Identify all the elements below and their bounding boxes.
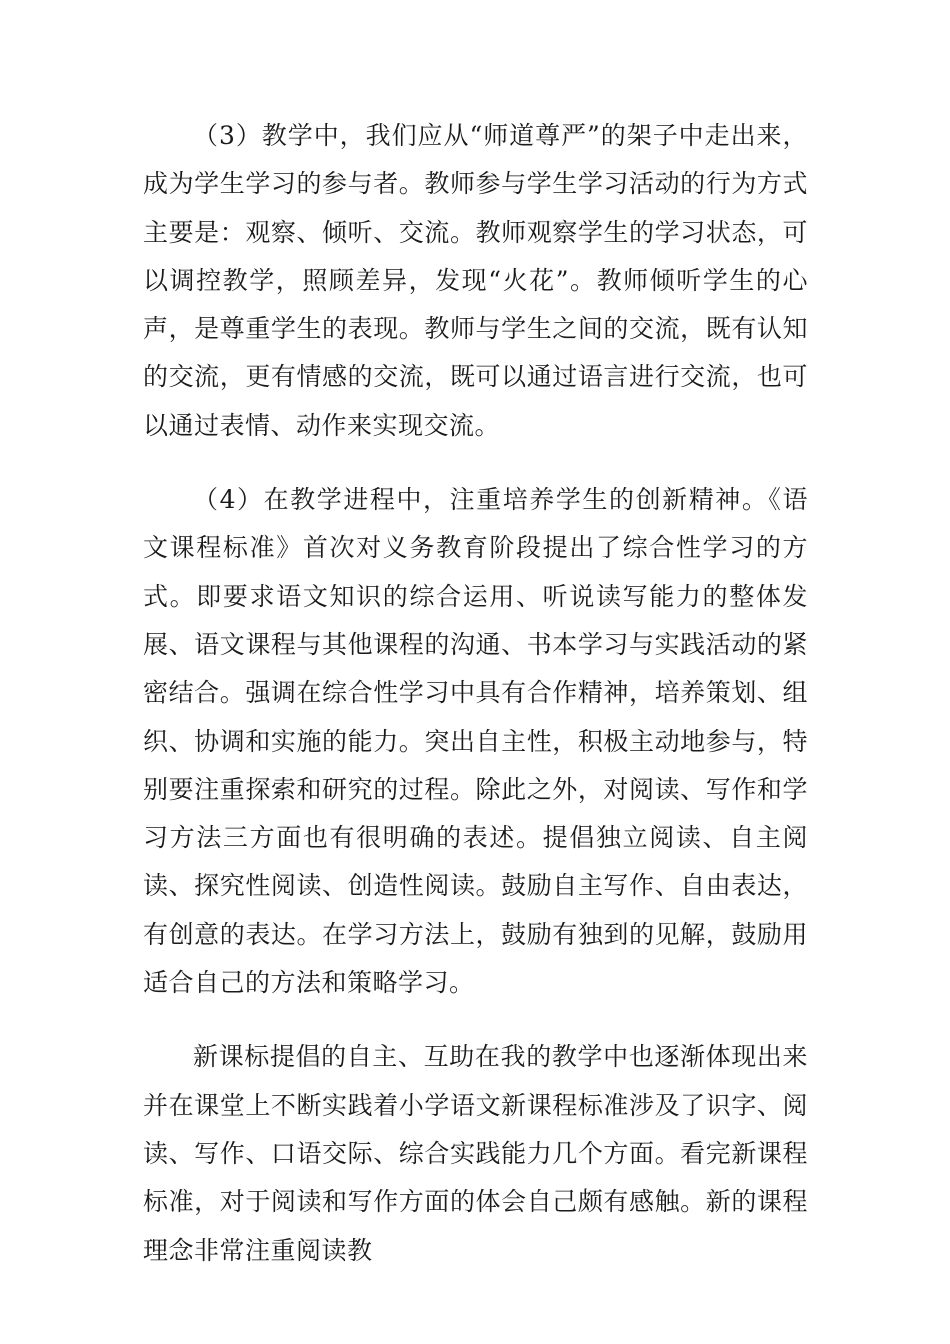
paragraph-new-curriculum: 新课标提倡的自主、互助在我的教学中也逐渐体现出来并在课堂上不断实践着小学语文新课程标准涉及了识字、阅读、写作、口语交际、综合实践能力几个方面。看完新课程标准，对于阅读和写作方面的体会自己颇有感触。新的课程理念非常注重阅读教 xyxy=(143,1042,808,1265)
document-body xyxy=(143,112,808,1275)
paragraph-3: （3）教学中，我们应从“师道尊严”的架子中走出来，成为学生学习的参与者。教师参与学生学习活动的行为方式主要是：观察、倾听、交流。教师观察学生的学习状态，可以调控教学，照顾差异，发现“火花”。教师倾听学生的心声，是尊重学生的表现。教师与学生之间的交流，既有认知的交流，更有情感的交流，既可以通过语言进行交流，也可以通过表情、动作来实现交流。 xyxy=(143,121,808,440)
paragraph-4: （4）在教学进程中，注重培养学生的创新精神。《语文课程标准》首次对义务教育阶段提出了综合性学习的方式。即要求语文知识的综合运用、听说读写能力的整体发展、语文课程与其他课程的沟通、书本学习与实践活动的紧密结合。强调在综合性学习中具有合作精神，培养策划、组织、协调和实施的能力。突出自主性，积极主动地参与，特别要注重探索和研究的过程。除此之外，对阅读、写作和学习方法三方面也有很明确的表述。提倡独立阅读、自主阅读、探究性阅读、创造性阅读。鼓励自主写作、自由表达，有创意的表达。在学习方法上，鼓励有独到的见解，鼓励用适合自己的方法和策略学习。 xyxy=(143,485,808,998)
